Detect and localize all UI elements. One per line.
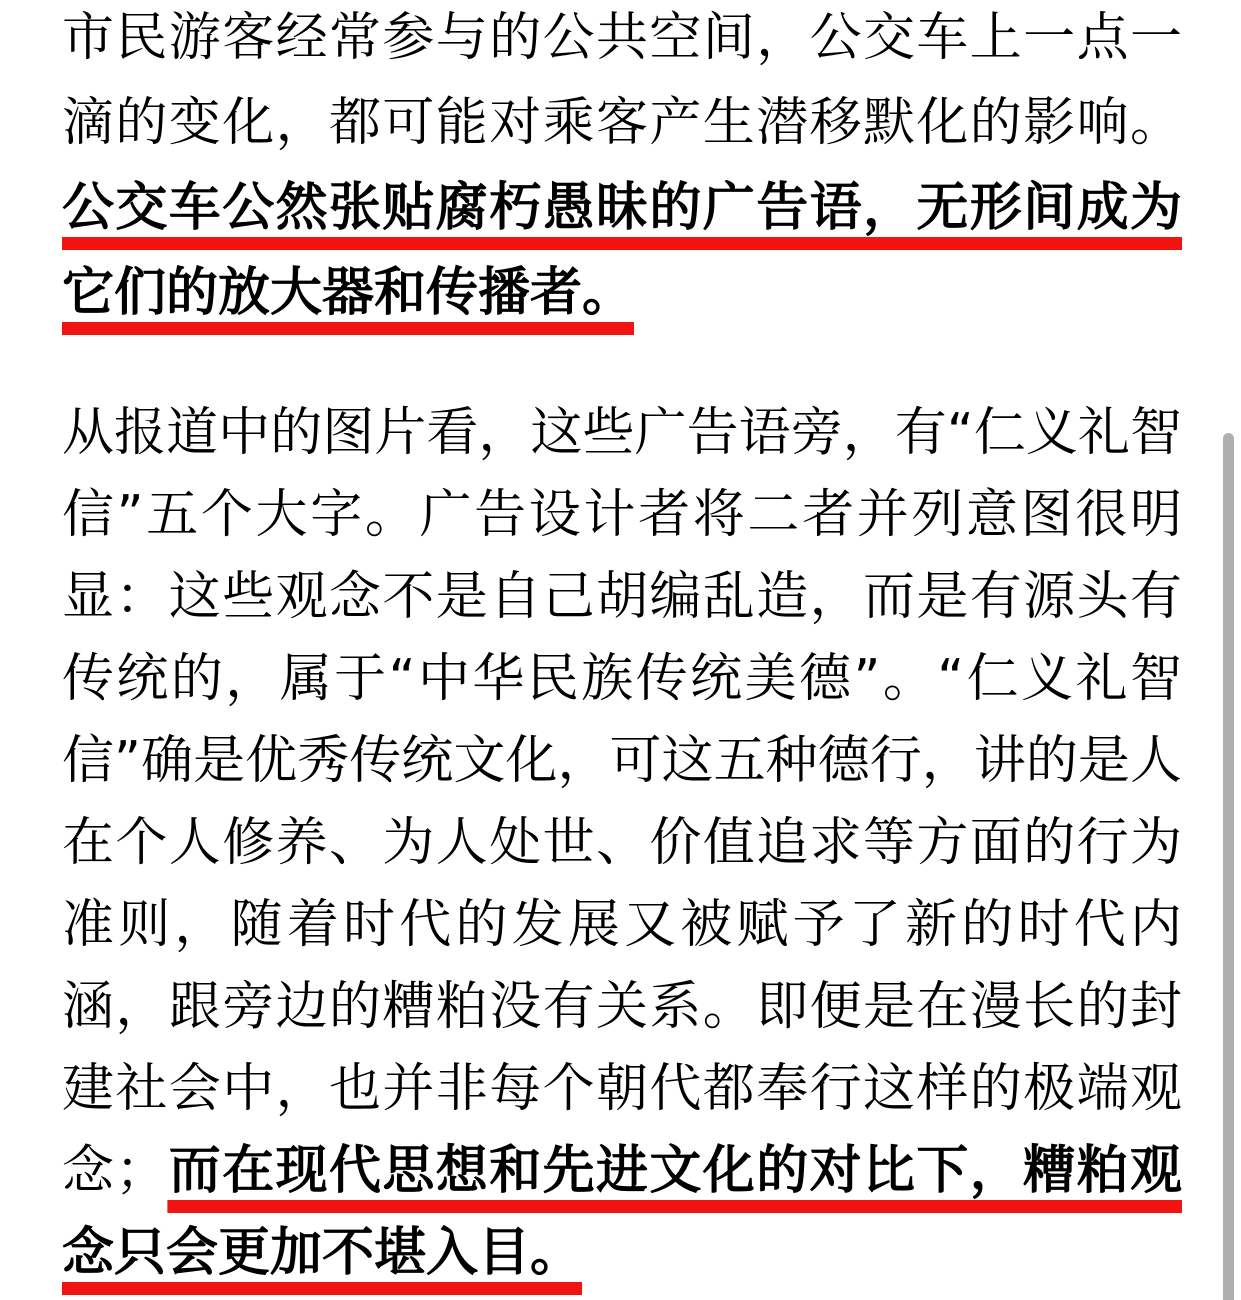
text-segment: 滴的变化，都可能对乘客产生潜移默化的影响。	[62, 93, 1182, 153]
text-line	[62, 884, 1182, 966]
text-segment: 市民游客经常参与的公共空间，公交车上一点一	[62, 8, 1182, 68]
text-line	[62, 0, 1182, 81]
text-line	[62, 392, 1182, 474]
paragraph-1	[62, 0, 1182, 336]
highlighted-text-segment: 而在现代思想和先进文化的对比下，糟粕观	[167, 1141, 1182, 1201]
text-segment: 准则，随着时代的发展又被赋予了新的时代内	[62, 895, 1182, 955]
highlighted-text-segment: 念只会更加不堪入目。	[62, 1223, 583, 1283]
text-line	[62, 1048, 1182, 1130]
text-segment: 建社会中，也并非每个朝代都奉行这样的极端观	[62, 1059, 1182, 1119]
highlighted-text-segment: 它们的放大器和传播者。	[62, 263, 635, 323]
text-segment: 念；	[62, 1141, 168, 1201]
text-line	[62, 1130, 1182, 1212]
text-segment: 在个人修养、为人处世、价值追求等方面的行为	[62, 813, 1182, 873]
article-text	[62, 0, 1182, 1294]
text-segment: 从报道中的图片看，这些广告语旁，有“仁义礼智	[62, 403, 1182, 463]
paragraph-2	[62, 392, 1182, 1294]
text-line	[62, 251, 1182, 336]
text-line	[62, 1212, 1182, 1294]
text-segment: 显：这些观念不是自己胡编乱造，而是有源头有	[62, 567, 1182, 627]
text-line	[62, 474, 1182, 556]
text-segment: 传统的，属于“中华民族传统美德”。“仁义礼智	[62, 649, 1182, 709]
text-line	[62, 966, 1182, 1048]
text-line	[62, 556, 1182, 638]
text-segment: 信”五个大字。广告设计者将二者并列意图很明	[62, 485, 1182, 545]
text-segment: 涵，跟旁边的糟粕没有关系。即便是在漫长的封	[62, 977, 1182, 1037]
text-line	[62, 81, 1182, 166]
text-line	[62, 720, 1182, 802]
scrollbar-thumb[interactable]	[1223, 433, 1234, 1300]
text-line	[62, 166, 1182, 251]
highlighted-text-segment: 公交车公然张贴腐朽愚昧的广告语，无形间成为	[62, 178, 1182, 238]
text-line	[62, 638, 1182, 720]
text-line	[62, 802, 1182, 884]
text-segment: 信”确是优秀传统文化，可这五种德行，讲的是人	[62, 731, 1182, 791]
